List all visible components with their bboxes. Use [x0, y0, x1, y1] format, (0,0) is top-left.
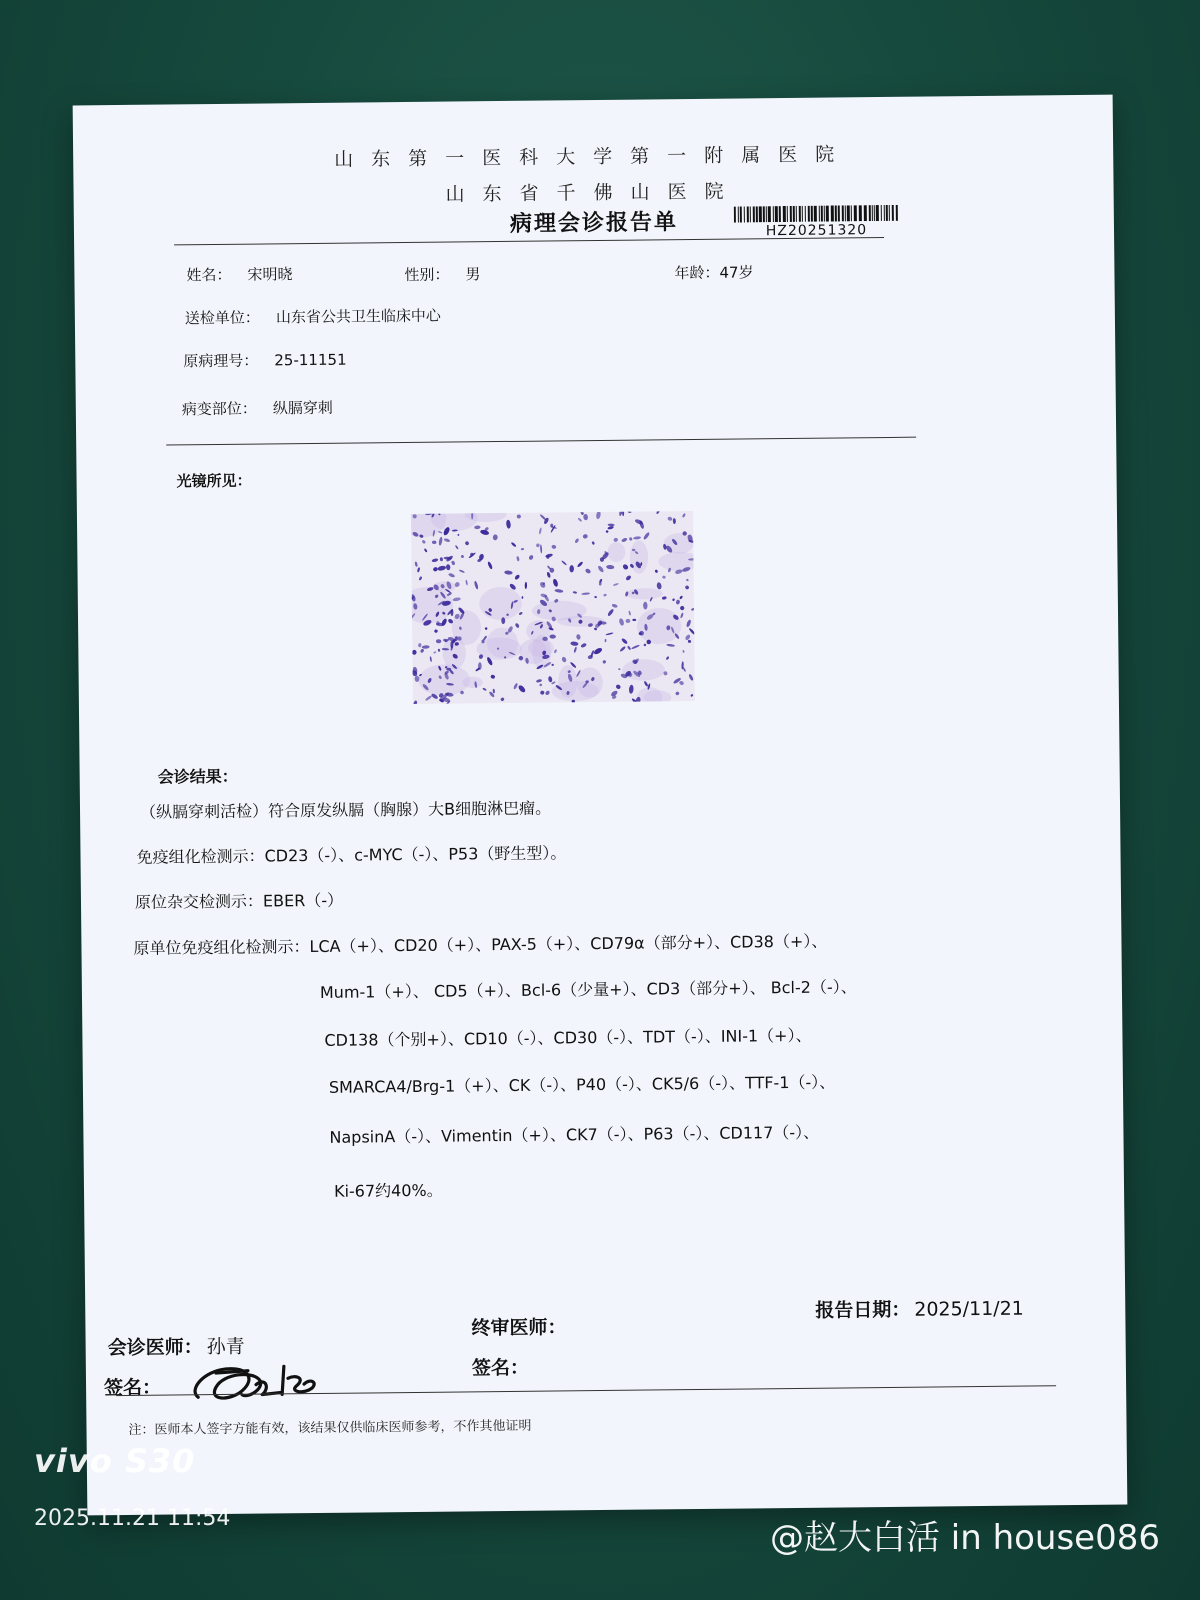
diagnosis-text: （纵膈穿刺活检）符合原发纵膈（胸腺）大B细胞淋巴瘤。: [139, 798, 552, 822]
patient-age-row: [674, 261, 753, 283]
patient-name-label: 姓名：: [186, 265, 232, 285]
patient-gender-label: 性别：: [404, 265, 450, 285]
original-ihc-line: SMARCA4/Brg-1（+）、CK（-）、P40（-）、CK5/6（-）、TTF-1（-）、: [328, 1072, 836, 1097]
barcode-graphic: [734, 205, 899, 223]
original-ihc-line: NapsinA（-）、Vimentin（+）、CK7（-）、P63（-）、CD117（-）、: [329, 1122, 820, 1147]
original-pathology-no-label: 原病理号：: [183, 351, 259, 371]
ish-result: 原位杂交检测示：EBER（-）: [134, 890, 344, 912]
hospital-alt-name: 山东省千佛山医院: [445, 180, 742, 206]
submitting-unit-label: 送检单位：: [184, 308, 260, 328]
microscopy-heading: 光镜所见：: [176, 471, 252, 491]
lesion-site-row: [182, 397, 333, 420]
photo-datetime-watermark: 2025.11.21 11:54: [34, 1506, 231, 1531]
consult-doctor-name: 孙青: [206, 1335, 245, 1359]
report-title: 病理会诊报告单: [509, 209, 679, 237]
final-sign-label: 签名：: [471, 1356, 530, 1380]
divider-middle: [166, 437, 916, 446]
micrograph-image: [411, 511, 695, 704]
hospital-name: 山东第一医科大学第一附属医院: [334, 143, 853, 171]
final-doctor-label: 终审医师：: [471, 1316, 567, 1340]
footnote: 注：医师本人签字方能有效，该结果仅供临床医师参考，不作其他证明: [128, 1418, 532, 1438]
report-date-row: [815, 1294, 1024, 1323]
patient-name: 宋明晓: [247, 265, 293, 284]
patient-gender: 男: [465, 265, 481, 284]
patient-gender-row: [404, 263, 480, 285]
result-heading: 会诊结果：: [157, 766, 238, 787]
lesion-site-label: 病变部位：: [181, 399, 257, 419]
original-ihc-line: Ki-67约40%。: [333, 1180, 443, 1201]
submitting-unit-row: [185, 305, 441, 329]
consult-sign-label: 签名：: [103, 1376, 162, 1400]
report-date-label: 报告日期：: [815, 1298, 911, 1322]
patient-age-label: 年龄：: [674, 263, 720, 283]
camera-brand-watermark: vivo S30: [34, 1442, 196, 1480]
original-ihc-line: 原单位免疫组化检测示：LCA（+）、CD20（+）、PAX-5（+）、CD79α（部分+）、CD38（+）、: [133, 931, 828, 958]
lesion-site: 纵膈穿刺: [272, 398, 333, 418]
barcode-number: HZ20251320: [765, 222, 868, 240]
ihc-result: 免疫组化检测示：CD23（-）、c-MYC（-）、P53（野生型）。: [136, 843, 567, 867]
handwritten-signature: [186, 1348, 337, 1410]
user-watermark: @赵大白活 in house086: [769, 1518, 1160, 1558]
consult-doctor-label: 会诊医师：: [107, 1336, 203, 1360]
barcode: [734, 205, 899, 240]
original-ihc-line: Mum-1（+）、 CD5（+）、Bcl-6（少量+）、CD3（部分+）、 Bcl-2（-）、: [319, 977, 857, 1002]
patient-age: 47岁: [719, 263, 754, 282]
report-sheet: [73, 95, 1128, 1516]
original-pathology-no-row: [183, 349, 346, 372]
original-ihc-line: CD138（个别+）、CD10（-）、CD30（-）、TDT（-）、INI-1（+）、: [324, 1025, 812, 1050]
original-pathology-no: 25-11151: [274, 350, 347, 370]
submitting-unit: 山东省公共卫生临床中心: [275, 306, 441, 327]
patient-name-row: [186, 263, 292, 285]
report-date: 2025/11/21: [914, 1297, 1024, 1321]
